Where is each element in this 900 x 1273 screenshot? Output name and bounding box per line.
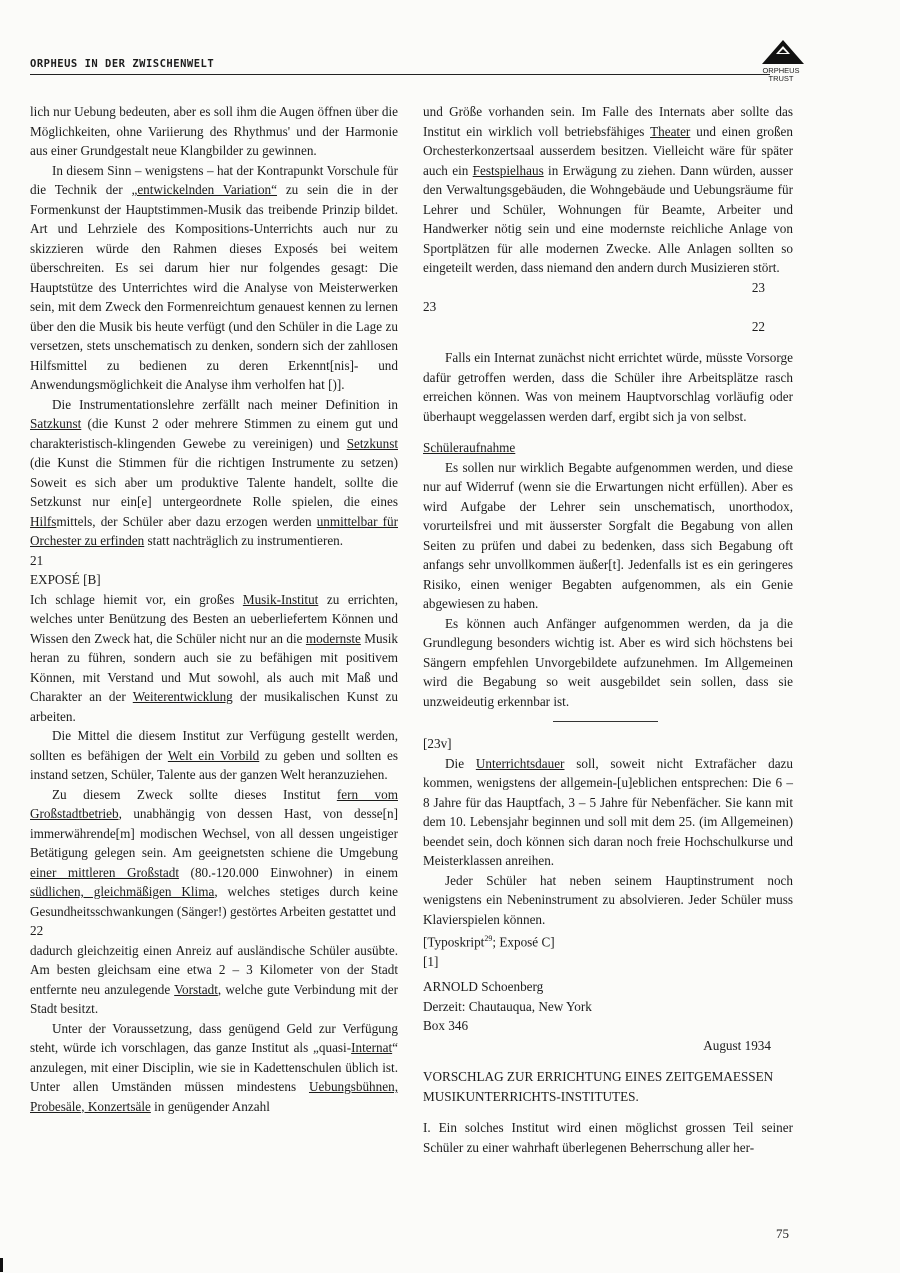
- page-number: 75: [776, 1226, 789, 1241]
- scan-mark: [0, 1258, 3, 1272]
- paragraph: In diesem Sinn – wenigstens – hat der Kontrapunkt Vorschule für die Technik der „entwickelnden Variation“ zu sein die in der Formenkunst der Hauptstimmen-Musik das treibende Prinzip bildet. Art und Lehrziele des Kompositions-Unterrichts auch nur zu skizzieren würde den Rahmen dieses Exposés bei weitem überschreiten. Es sei darum hier nur folgendes gesagt: Die Hauptstütze des Unterrichtes wird die Analyse von Meisterwerken sein, mit dem Zweck den Formenreichtum genauest kennen zu lernen über den die Musik bis heute verfügt (und den Schüler in die Lage zu versetzen, stets unschematisch zu denken, sondern sich der zahllosen Hilfsmittel zu bedienen zu deren Erkennt[nis]- und Anwendungsmöglichkeit die Analyse ihm verholfen hat [)].: [30, 162, 399, 392]
- page-marker: [23v]: [423, 736, 452, 751]
- source-note: [Typoskript$^{29}$; Exposé C]: [423, 934, 555, 950]
- paragraph: Es können auch Anfänger aufgenommen werden, da ja die Grundlegung besonders wichtig ist. Aber es wird sich höchstens bei Sängern empfehlen Unvorgebildete aufzunehmen. Im Allgemeinen wird die Begabung so weit ausgebildet sein sollen, dass sie unzweideutig erkennbar ist.: [423, 615, 793, 709]
- paragraph: I. Ein solches Institut wird einen möglichst grossen Teil seiner Schüler zu einer wahrhaft überlegenen Beherrschung aller her-: [423, 1120, 793, 1155]
- section-heading: EXPOSÉ [B]: [30, 572, 101, 587]
- page-marker: 23: [423, 299, 437, 314]
- address-line: Box 346: [423, 1018, 469, 1034]
- paragraph: Ich schlage hiemit vor, ein großes Musik-Institut zu errichten, welches unter Benützung des Besten an ueberliefertem Können und Wissen den Zweck hat, die Schüler nicht nur an die modernste Musik heran zu führen, sondern auch sie zu befähigen mit positivem Können, mit Verstand und Mut sowohl, als auch mit Maß und Charakter an der Weiterentwicklung der musikalischen Kunst zu arbeiten.: [30, 591, 398, 724]
- address-line: ARNOLD Schoenberg: [423, 979, 544, 995]
- running-title: ORPHEUS IN DER ZWISCHENWELT: [30, 58, 215, 70]
- logo-text: ORPHEUS TRUST: [762, 66, 800, 83]
- section-heading: Schüleraufnahme: [423, 440, 516, 455]
- date-line: August 1934: [703, 1037, 771, 1053]
- paragraph: und Größe vorhanden sein. Im Falle des Internats aber sollte das Institut ein wirklich voll betriebsfähiges Theater und einen großen Orchesterkonzertsaal ausserdem besitzen. Vielleicht wäre für später auch ein Festspielhaus in Erwägung zu ziehen. Dann würden, ausser den Verwaltungsgebäuden, die Wohngebäude und Uebungsräume für Lehrer und Schüler, Wohnungen für Beamte, Arbeiter und Handwerker nötig sein und eine modernste reichliche Anlage von Sportplätzen für alle modernen Zwecke. Alle Anlagen sollten so eingeteilt werden, dass niemand den andern durch Musizieren stört.: [423, 104, 793, 275]
- paragraph: Falls ein Internat zunächst nicht errichtet würde, müsste Vorsorge dafür getroffen werden, dass die Schüler ihre Arbeitsplätze rasch erreichen können. Was von meinem Hauptvorschlag vorläufig oder überhaupt weggelassen werden darf, ergibt sich ja von selbst.: [423, 350, 793, 424]
- paragraph: Unter der Voraussetzung, dass genügend Geld zur Verfügung steht, würde ich vorschlagen, das ganze Institut als „quasi-Internat“ anzulegen, mit einer Disciplin, wie sie in Kadettenschulen üblich ist. Unter allen Umständen müssen mindestens Uebungsbühnen, Probesäle, Konzertsäle in genügender Anzahl: [30, 1020, 398, 1114]
- header-rule: [30, 74, 770, 75]
- paragraph: Es sollen nur wirklich Begabte aufgenommen werden, und diese nur auf Widerruf (wenn sie die Erwartungen nicht erfüllen). Aber es wird Aufgabe der Lehrer sein unschematisch, unorthodox, vorurteilsfrei und mit äusserster Sorgfalt die Begabung von allen Seiten zu prüfen und dabei zu bedenken, dass sich Begabung oft anfangs sehr unvollkommen äußer[t]. Jedenfalls ist es ein geringeres Risiko, einen weniger Begabten aufgenommen, als ein Genie abgewiesen zu haben.: [423, 459, 793, 611]
- page-marker: 22: [30, 923, 44, 938]
- page-marker: [1]: [423, 953, 439, 969]
- paragraph: lich nur Uebung bedeuten, aber es soll ihm die Augen öffnen über die Möglichkeiten, ohne Variierung des Rhythmus' und der Harmonie aus einer Grundgestalt neue Klangbilder zu gewinnen.: [30, 104, 398, 158]
- paragraph: Die Mittel die diesem Institut zur Verfügung gestellt werden, sollten es befähigen der Welt ein Vorbild zu geben und sollten es instand setzen, Schüler, Talente aus der ganzen Welt heranzuziehen.: [30, 728, 398, 782]
- left-column: [30, 102, 398, 1116]
- document-title: VORSCHLAG ZUR ERRICHTUNG EINES ZEITGEMAESSEN MUSIKUNTERRICHTS-INSTITUTES.: [423, 1069, 774, 1104]
- page-marker: 23: [751, 279, 765, 295]
- page-marker: 22: [751, 318, 765, 334]
- paragraph: Die Unterrichtsdauer soll, soweit nicht Extrafächer dazu kommen, wenigstens der allgemein-[u]eblichen entsprechen: Die 6 – 8 Jahre für das Hauptfach, 3 – 5 Jahre für Nebenfächer. Sie kann mit dem 10. Lebensjahr beginnen und soll mit dem 25. (im Allgemeinen) beendet sein, doch können sich daran noch freie Hochschulkurse und Meisterklassen anreihen.: [423, 755, 793, 868]
- paragraph: Jeder Schüler hat neben seinem Hauptinstrument noch wenigstens ein Nebeninstrument zu absolvieren. Jeder Schüler muss Klavierspielen können.: [423, 872, 793, 927]
- page-marker: 21: [30, 552, 44, 568]
- paragraph: dadurch gleichzeitig einen Anreiz auf ausländische Schüler ausübte. Am besten gleichsam eine etwa 2 – 3 Kilometer von der Stadt entfernte neu anzulegende Vorstadt, welche gute Verbindung mit der Stadt besitzt.: [30, 942, 399, 1016]
- paragraph: Die Instrumentationslehre zerfällt nach meiner Definition in Satzkunst (die Kunst 2 oder mehrere Stimmen zu einem gut und charakteristisch-klingenden Gewebe zu vereinigen) und Setzkunst (die Kunst die Stimmen für die richtigen Instrumente zu setzen) Soweit es sich aber um produktive Talente handelt, sollte die Setzkunst nur ein[e] untergeordnete Rolle spielen, die eines Hilfsmittels, der Schüler aber dazu erzogen werden unmittelbar für Orchester zu erfinden statt nachträglich zu instrumentieren.: [30, 396, 398, 548]
- right-column: [423, 102, 793, 1157]
- section-divider: [553, 721, 658, 722]
- address-line: Derzeit: Chautauqua, New York: [423, 998, 592, 1014]
- paragraph: Zu diesem Zweck sollte dieses Institut fern vom Großstadtbetrieb, unabhängig von dessen Hast, von desse[n] immerwährende[m] modischen Wechsel, von all dessen ungeistiger Betätigung gelegen sein. Am geeignetsten schiene die Umgebung einer mittleren Großstadt (80.-120.000 Einwohner) in einem südlichen, gleichmäßigen Klima, welches stetiges durch keine Gesundheitsschwankungen (Sänger!) gestörtes Arbeiten gestattet und: [30, 786, 398, 919]
